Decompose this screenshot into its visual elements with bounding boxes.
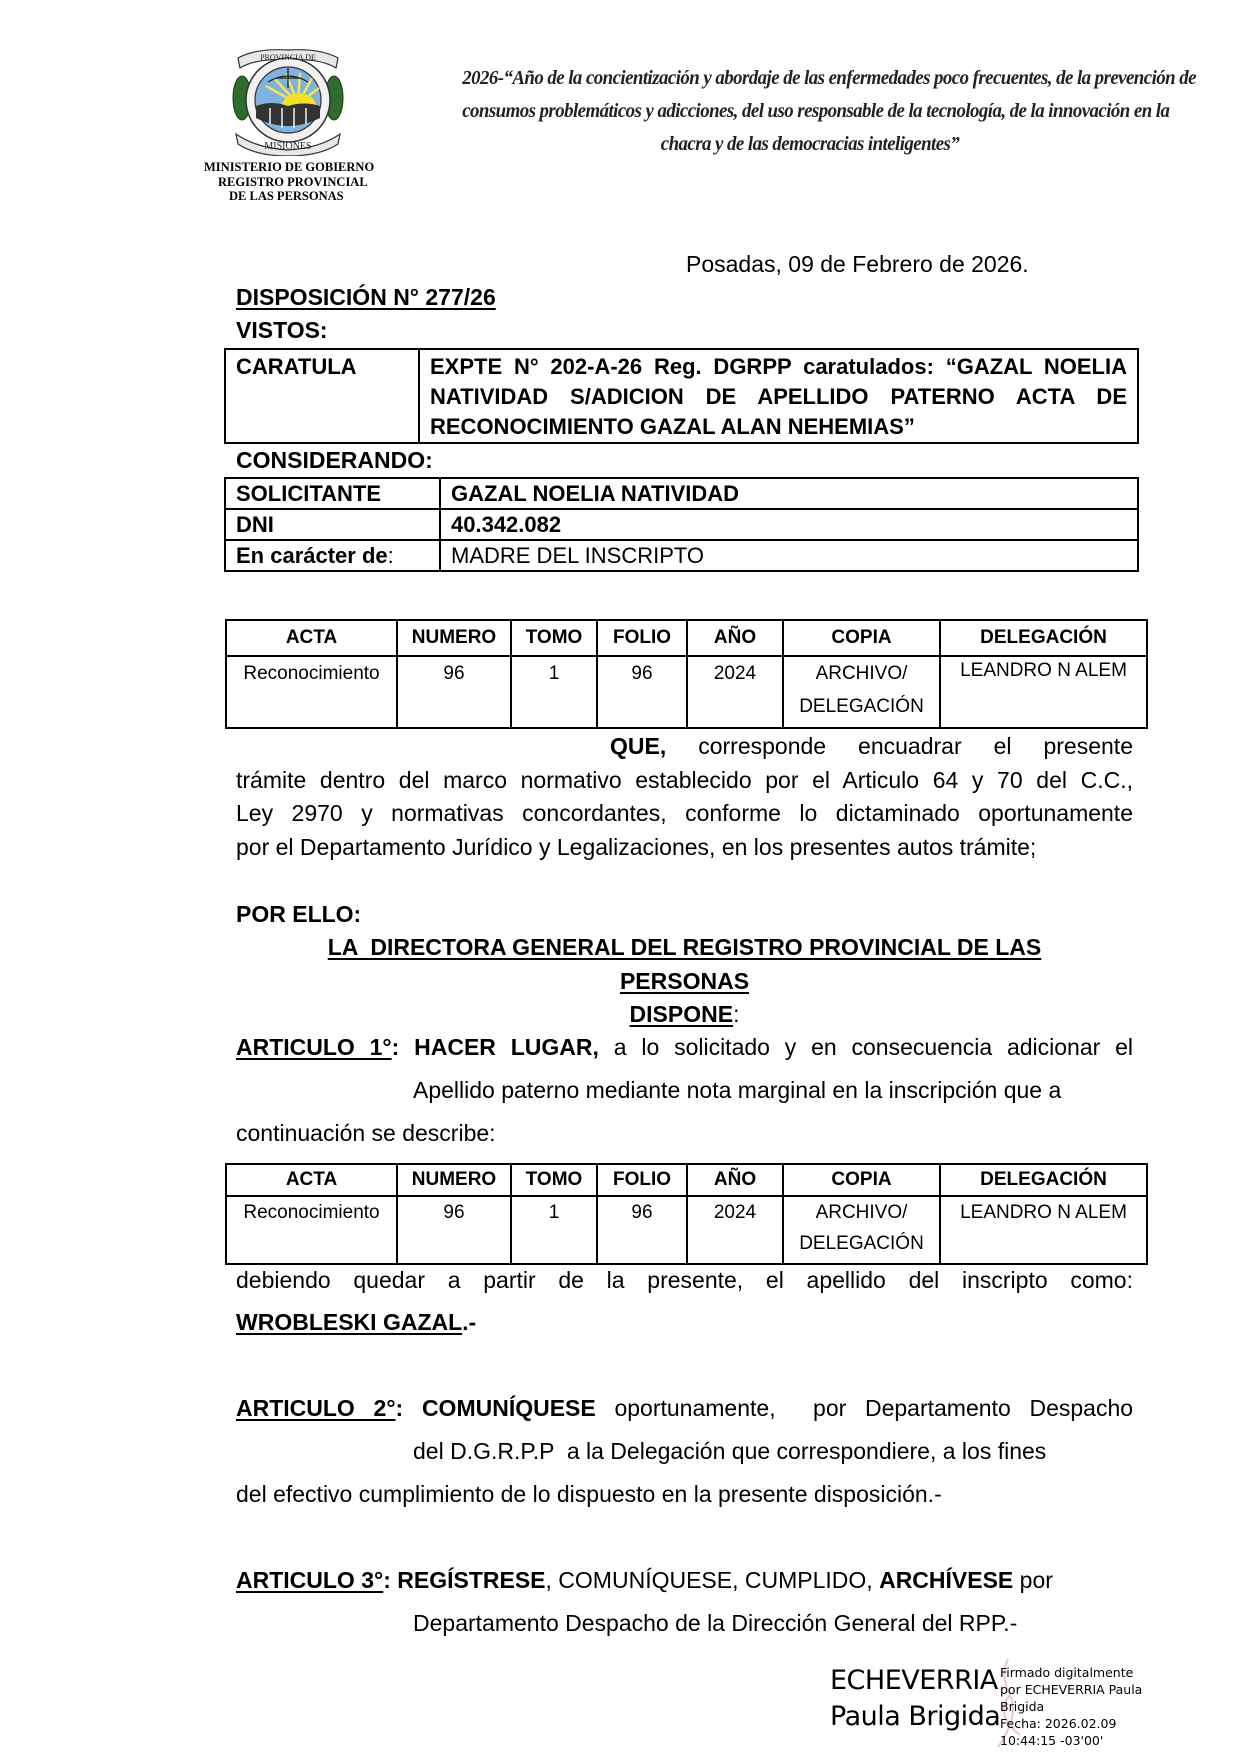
article-colon: :	[391, 1034, 400, 1060]
column-header: AÑO	[687, 620, 783, 656]
vistos-heading: VISTOS:	[236, 317, 328, 343]
motto-line: chacra y de las democracias inteligentes”	[660, 133, 960, 155]
resulting-surname: WROBLESKI GAZAL	[236, 1309, 463, 1335]
svg-text:MISIONES: MISIONES	[264, 141, 312, 152]
acta-table	[225, 619, 1148, 729]
que-paragraph-line: Ley 2970 y normativas concordantes, conforme lo dictaminado oportunamente	[236, 800, 1133, 826]
column-header: COPIA	[783, 1164, 940, 1196]
ministry-name	[200, 160, 400, 204]
surname-intro: debiendo quedar a partir de la presente, el apellido del inscripto como:	[236, 1267, 1133, 1293]
signer-name	[830, 1663, 1000, 1735]
acta-table	[225, 1163, 1148, 1265]
dispone-colon: :	[733, 1001, 740, 1027]
que-text: corresponde encuadrar el presente	[698, 733, 1133, 759]
signature-detail-line: Brigida	[1000, 1699, 1045, 1714]
surname-suffix: .-	[462, 1309, 477, 1335]
signer-surname: ECHEVERRIA	[830, 1665, 998, 1696]
cell-copia	[783, 656, 940, 728]
ministry-line: REGISTRO PROVINCIAL	[218, 174, 368, 189]
role-label-text: En carácter de	[236, 543, 388, 568]
caratula-table	[224, 348, 1139, 444]
column-header: AÑO	[687, 1164, 783, 1196]
copia-line: DELEGACIÓN	[799, 696, 924, 717]
cell-folio: 96	[597, 1196, 687, 1264]
article-1-line	[236, 1033, 1133, 1061]
ministry-line: DE LAS PERSONAS	[229, 189, 344, 203]
table-header-row	[226, 1164, 1147, 1196]
article-2-line: del efectivo cumplimiento de lo dispuesto en la presente disposición.-	[236, 1481, 942, 1507]
table-header-row	[226, 620, 1147, 656]
signature-detail-line: Firmado digitalmente	[1000, 1665, 1134, 1680]
column-header: DELEGACIÓN	[940, 1164, 1147, 1196]
table-row	[226, 656, 1147, 728]
column-header: COPIA	[783, 620, 940, 656]
table-row	[226, 1196, 1147, 1264]
cell-delegacion: LEANDRO N ALEM	[940, 1196, 1147, 1264]
article-1-label: ARTICULO 1°	[236, 1034, 392, 1060]
article-3-text: por	[1013, 1567, 1053, 1593]
svg-text:PROVINCIA DE: PROVINCIA DE	[260, 53, 316, 62]
cell-acta: Reconocimiento	[226, 656, 397, 728]
article-2-line	[236, 1394, 1133, 1422]
dni-label: DNI	[225, 509, 440, 540]
copia-line: ARCHIVO/	[815, 1202, 908, 1223]
cell-copia	[783, 1196, 940, 1264]
considerando-heading: CONSIDERANDO:	[236, 447, 433, 473]
por-ello-heading: POR ELLO:	[236, 901, 362, 927]
cell-acta: Reconocimiento	[226, 1196, 397, 1264]
column-header: NUMERO	[397, 620, 511, 656]
expediente-number: EXPTE N° 202-A-26 Reg. DGRPP	[430, 354, 792, 379]
cell-anio: 2024	[687, 656, 783, 728]
misiones-province-seal-icon	[226, 46, 350, 156]
signature-detail-line: Fecha: 2026.02.09	[1000, 1716, 1117, 1731]
year-motto	[462, 62, 1196, 161]
authority-heading: LA DIRECTORA GENERAL DEL REGISTRO PROVINCIAL DE LAS	[327, 934, 1042, 960]
que-lead: QUE,	[610, 733, 667, 759]
column-header: ACTA	[226, 1164, 397, 1196]
signature-detail-line: por ECHEVERRIA Paula	[1000, 1682, 1143, 1697]
applicant-table	[224, 477, 1139, 572]
que-paragraph-line: por el Departamento Jurídico y Legalizaciones, en los presentes autos trámite;	[236, 834, 1037, 860]
column-header: FOLIO	[597, 1164, 687, 1196]
role-label	[225, 540, 440, 571]
column-header: TOMO	[511, 1164, 597, 1196]
cell-folio: 96	[597, 656, 687, 728]
caratula-text: caratulados: “GAZAL NOELIA NATIVIDAD S/ADICION DE APELLIDO PATERNO ACTA DE RECONOCIMIENTO GAZAL ALAN NEHEMIAS”	[430, 354, 1127, 439]
cell-numero: 96	[397, 1196, 511, 1264]
article-1-line: continuación se describe:	[236, 1120, 496, 1146]
article-colon: :	[395, 1395, 404, 1421]
que-paragraph-line: trámite dentro del marco normativo establecido por el Articulo 64 y 70 del C.C.,	[236, 767, 1133, 793]
applicant-label: SOLICITANTE	[225, 478, 440, 509]
que-paragraph-line	[610, 732, 1133, 760]
table-row	[225, 349, 1138, 443]
digital-signature-details	[1000, 1664, 1142, 1749]
article-3-label: ARTICULO 3°	[236, 1567, 384, 1593]
article-3-text: , COMUNÍQUESE, CUMPLIDO,	[545, 1567, 880, 1593]
caratula-label: CARATULA	[225, 349, 419, 443]
motto-line: consumos problemáticos y adicciones, del uso responsable de la tecnología, de la innovación en la	[462, 100, 1170, 122]
article-1-text: a lo solicitado y en consecuencia adicionar el	[613, 1034, 1134, 1060]
article-3-line	[236, 1566, 1053, 1594]
cell-anio: 2024	[687, 1196, 783, 1264]
column-header: FOLIO	[597, 620, 687, 656]
cell-tomo: 1	[511, 656, 597, 728]
applicant-value: GAZAL NOELIA NATIVIDAD	[440, 478, 1138, 509]
table-row	[225, 478, 1138, 509]
column-header: TOMO	[511, 620, 597, 656]
dni-value: 40.342.082	[440, 509, 1138, 540]
column-header: DELEGACIÓN	[940, 620, 1147, 656]
role-label-colon: :	[387, 543, 394, 568]
column-header: NUMERO	[397, 1164, 511, 1196]
motto-line: 2026-“Año de la concientización y abordaje de las enfermedades poco frecuentes, de la prevención de	[462, 67, 1196, 89]
signature-detail-line: 10:44:15 -03'00'	[1000, 1733, 1104, 1748]
dispone-heading	[236, 1000, 1133, 1028]
ministry-line: MINISTERIO DE GOBIERNO	[204, 160, 375, 174]
article-3-action-2: ARCHÍVESE	[879, 1567, 1014, 1593]
caratula-value	[419, 349, 1138, 443]
column-header: ACTA	[226, 620, 397, 656]
article-2-text: oportunamente, por Departamento Despacho	[614, 1395, 1134, 1421]
disposition-title: DISPOSICIÓN N° 277/26	[236, 284, 496, 310]
article-3-line: Departamento Despacho de la Dirección General del RPP.-	[413, 1610, 1018, 1636]
cell-delegacion: LEANDRO N ALEM	[940, 656, 1147, 728]
authority-heading-cont: PERSONAS	[619, 968, 750, 994]
copia-line: DELEGACIÓN	[799, 1233, 924, 1254]
resulting-surname-line	[236, 1308, 476, 1336]
copia-line: ARCHIVO/	[815, 663, 908, 684]
cell-tomo: 1	[511, 1196, 597, 1264]
article-2-action: COMUNÍQUESE	[421, 1395, 596, 1421]
article-1-action: HACER LUGAR,	[414, 1034, 599, 1060]
article-colon: :	[383, 1567, 391, 1593]
article-3-action: REGÍSTRESE	[397, 1567, 546, 1593]
place-date: Posadas, 09 de Febrero de 2026.	[686, 251, 1029, 277]
article-2-line: del D.G.R.P.P a la Delegación que correspondiere, a los fines	[413, 1438, 1047, 1464]
article-2-label: ARTICULO 2°	[236, 1395, 396, 1421]
signer-given-names: Paula Brigida	[830, 1701, 1001, 1732]
cell-numero: 96	[397, 656, 511, 728]
article-1-line: Apellido paterno mediante nota marginal en la inscripción que a	[413, 1077, 1062, 1103]
dispone-text: DISPONE	[629, 1001, 734, 1027]
role-value: MADRE DEL INSCRIPTO	[440, 540, 1138, 571]
table-row	[225, 540, 1138, 571]
table-row	[225, 509, 1138, 540]
